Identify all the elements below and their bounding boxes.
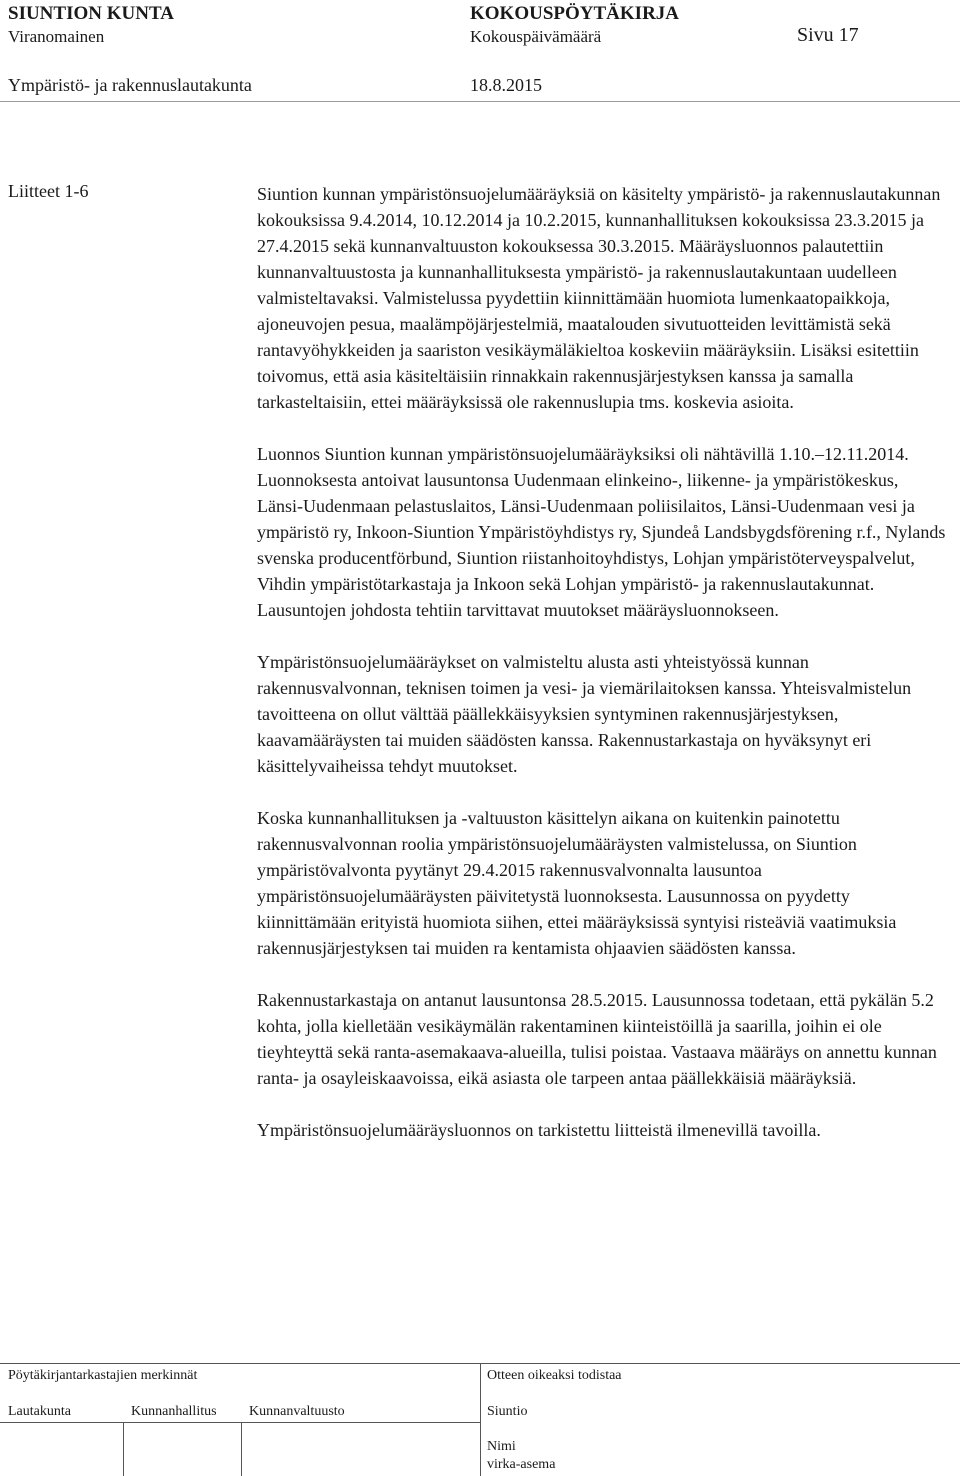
meeting-date: 18.8.2015: [470, 75, 542, 95]
header-divider: [0, 101, 960, 102]
document-type: KOKOUSPÖYTÄKIRJA: [470, 3, 680, 24]
certified-label: Otteen oikeaksi todistaa: [487, 1368, 622, 1383]
footer-divider: [123, 1422, 124, 1476]
municipality-name: SIUNTION KUNTA: [8, 3, 174, 24]
paragraph: Ympäristönsuojelumääräysluonnos on tarkistettu liitteistä ilmenevillä tavoilla.: [257, 1120, 821, 1140]
council-label: Kunnanvaltuusto: [249, 1404, 345, 1419]
footer-divider: [480, 1364, 481, 1476]
meeting-date-label: Kokouspäivämäärä: [470, 27, 602, 46]
exec-board-label: Kunnanhallitus: [131, 1404, 217, 1419]
paragraph: Rakennustarkastaja on antanut lausuntonsa 28.5.2015. Lausunnossa todetaan, että pykälän 5.2 kohta, jolla kielletään vesikäymälän rakentaminen kiinteistöillä ja saarilla, joihin ei ole tieyhteyttä sekä ranta-asemakaava-alueilla, tulisi poistaa. Vastaava määräys on annettu kunnan ranta- ja osayleiskaavoissa, eikä asiasta ole tarpeen antaa päällekkäisiä määräyksiä.: [257, 990, 937, 1088]
title-label: virka-asema: [487, 1457, 556, 1472]
footer-divider: [0, 1422, 480, 1423]
attachments-label: Liitteet 1-6: [8, 181, 89, 201]
page-number: Sivu 17: [797, 24, 859, 46]
board-label: Lautakunta: [8, 1404, 71, 1419]
paragraph: Siuntion kunnan ympäristönsuojelumääräyksiä on käsitelty ympäristö- ja rakennuslautakunnan kokouksissa 9.4.2014, 10.12.2014 ja 10.2.2015, kunnanhallituksen kokouksissa 23.3.2015 ja 27.4.2015 sekä kunnanvaltuuston kokouksessa 30.3.2015. Määräysluonnos palautettiin kunnanvaltuustosta ja kunnanhallituksesta ympäristö- ja rakennuslautakuntaan uudelleen valmisteltavaksi. Valmistelussa pyydettiin kiinnittämään huomiota lumenkaatopaikkoja, ajoneuvojen pesua, maalämpöjärjestelmiä, maatalouden sivutuotteiden levittämistä sekä rantavyöhykkeiden ja saariston vesikäymäläkieltoa koskeviin määräyksiin. Lisäksi esitettiin toivomus, että asia käsiteltäisiin rinnakkain rakennusjärjestyksen kanssa ja samalla tarkasteltaisiin, ettei määräyksissä ole rakennuslupia tms. koskevia asioita.: [257, 184, 941, 412]
name-label: Nimi: [487, 1439, 516, 1454]
place-label: Siuntio: [487, 1404, 528, 1419]
body-text: [257, 181, 947, 1143]
paragraph: Luonnos Siuntion kunnan ympäristönsuojelumääräyksiksi oli nähtävillä 1.10.–12.11.2014. Luonnoksesta antoivat lausuntonsa Uudenmaan elinkeino-, liikenne- ja ympäristökeskus, Länsi-Uudenmaan pelastuslaitos, Länsi-Uudenmaan poliisilaitos, Länsi-Uudenmaan vesi ja ympäristö ry, Inkoon-Siuntion Ympäristöyhdistys ry, Sjundeå Landsbygdsförening r.f., Nylands svenska producentförbund, Siuntion riistanhoitoyhdistys, Lohjan ympäristöterveyspalvelut, Vihdin ympäristötarkastaja ja Inkoon sekä Lohjan ympäristö- ja rakennuslautakunnat. Lausuntojen johdosta tehtiin tarvittavat muutokset määräysluonnokseen.: [257, 444, 946, 620]
paragraph: Koska kunnanhallituksen ja -valtuuston käsittelyn aikana on kuitenkin painotettu rakennusvalvonnan roolia ympäristönsuojelumääräysten valmistelussa, on Siuntion ympäristövalvonta pyytänyt 29.4.2015 rakennusvalvonnalta lausuntoa ympäristönsuojelumääräysten päivitetystä luonnoksesta. Lausunnossa on pyydetty kiinnittämään erityistä huomiota siihen, ettei määräyksissä syntyisi risteäviä vaatimuksia rakennusjärjestyksen tai muiden ra kentamista ohjaavien säädösten kanssa.: [257, 808, 897, 958]
paragraph: Ympäristönsuojelumääräykset on valmisteltu alusta asti yhteistyössä kunnan rakennusvalvonnan, teknisen toimen ja vesi- ja viemärilaitoksen kanssa. Yhteisvalmistelun tavoitteena on ollut välttää päällekkäisyyksien syntyminen rakennusjärjestyksen, kaavamääräysten tai muiden säädösten kanssa. Rakennustarkastaja on hyväksynyt eri käsittelyvaiheissa tehdyt muutokset.: [257, 652, 912, 776]
reviewers-label: Pöytäkirjantarkastajien merkinnät: [8, 1368, 198, 1383]
footer-divider: [241, 1422, 242, 1476]
signature-footer: [0, 1363, 960, 1476]
authority-label: Viranomainen: [8, 27, 105, 46]
authority-name: Ympäristö- ja rakennuslautakunta: [8, 75, 252, 95]
